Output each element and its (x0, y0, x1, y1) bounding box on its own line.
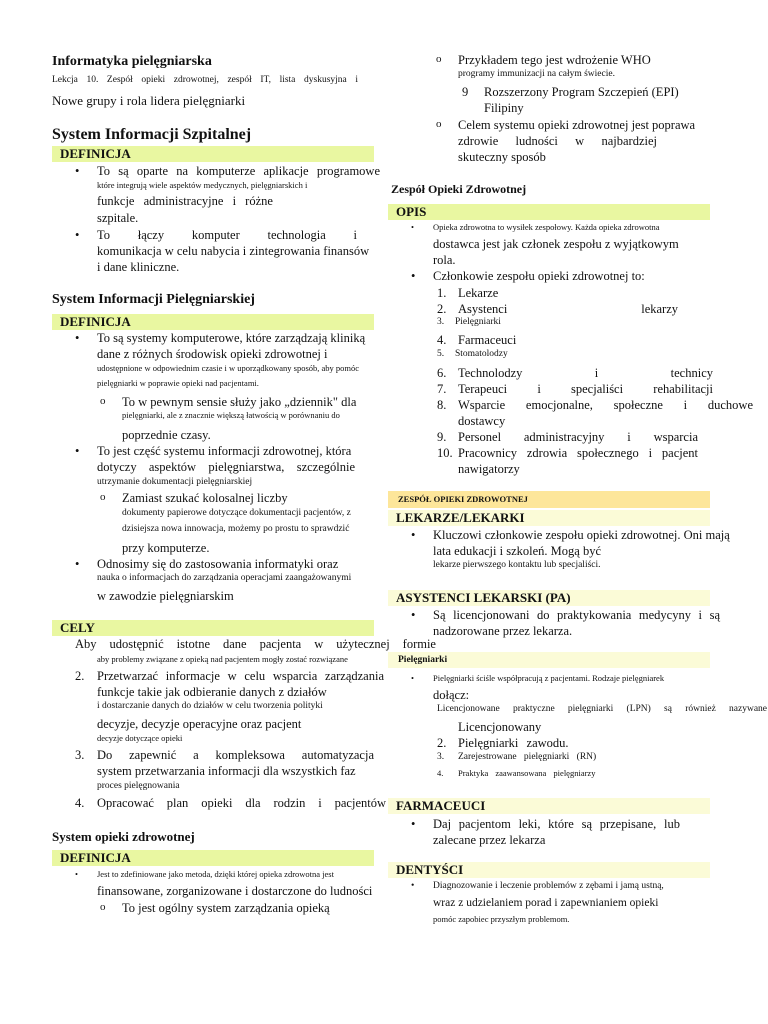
sub-bullet-text: skuteczny sposób (458, 150, 546, 164)
bar-label: DEFINICJA (60, 314, 131, 329)
bullet-text: nadzorowane przez lekarza. (433, 624, 573, 638)
bullet-text: • Jest to zdefiniowane jako metoda, dzięki której opieka zdrowotna jest (97, 869, 334, 879)
bar-label: ZESPÓŁ OPIEKI ZDROWOTNEJ (398, 494, 528, 504)
member-number: 1. (437, 286, 447, 300)
bar-label: DENTYŚCI (396, 862, 464, 877)
bullet-text: dane z różnych środowisk opieki zdrowotnej i (97, 347, 328, 361)
bullet-text: • Daj pacjentom leki, które są przepisane, lub (433, 817, 680, 832)
bullet-text: wraz z udzielaniem porad i zapewnianiem opieki (433, 897, 659, 909)
list-item: Zarejestrowane pielęgniarki (RN) (458, 752, 597, 762)
sub-bullet-text: programy immunizacji na całym świecie. (458, 69, 615, 79)
bullet-text: które integrują wiele aspektów medycznych, pielęgniarskich i (97, 180, 308, 190)
bullet-text: rola. (433, 253, 456, 267)
goal-item: decyzje dotyczące opieki (97, 733, 183, 743)
bullet-text: • Diagnozowanie i leczenie problemów z zębami i jamą ustną, (433, 881, 664, 891)
pharmacists-bar (388, 798, 710, 814)
bullet-text: pielęgniarki w poprawie opieki nad pacjentami. (97, 378, 259, 388)
goal-item: system przetwarzania informacji dla wszystkich faz (97, 764, 356, 778)
member-number: 2. (437, 302, 447, 316)
bullet-text: • Są licencjonowani do praktykowania medycyny i są (433, 608, 720, 623)
member-number: 8. (437, 398, 447, 412)
member-item: Stomatolodzy (455, 349, 508, 359)
section-heading-care-team: Zespół Opieki Zdrowotnej (391, 182, 527, 196)
sub-bullet-text: pielęgniarki, ale z znacznie większą łatwością w porównaniu do (122, 410, 340, 420)
member-item: dostawcy (458, 414, 506, 428)
section-heading-health-system: System opieki zdrowotnej (52, 829, 195, 844)
bar-label: Pielęgniarki (398, 655, 448, 665)
bullet-text: • To łączy komputer technologia i (97, 228, 357, 243)
bullet-text: • Pielęgniarki ściśle współpracują z pacjentami. Rodzaje pielęgniarek (433, 673, 664, 683)
sub-bullet-text: przy komputerze. (122, 541, 210, 555)
goal-number: 4. (75, 796, 85, 810)
sub-bullet-text: dokumenty papierowe dotyczące dokumentacji pacjentów, z (122, 508, 351, 518)
bullet-text: • Odnosimy się do zastosowania informatyki oraz (97, 557, 338, 572)
goal-item: proces pielęgnowania (97, 781, 180, 791)
goal-item: Przetwarzać informacje w celu wsparcia zarządzania (97, 669, 384, 683)
bullet-text: finansowane, zorganizowane i dostarczone do ludności (97, 884, 373, 898)
bullet-text: i dane kliniczne. (97, 260, 180, 274)
section-heading-sis: System Informacji Szpitalnej (52, 126, 252, 143)
bullet-text: w zawodzie pielęgniarskim (97, 589, 234, 603)
member-item: Asystenci lekarzy (458, 302, 678, 316)
bullet-text: • Członkowie zespołu opieki zdrowotnej to: (433, 269, 645, 284)
bar-label: DEFINICJA (60, 850, 131, 865)
bar-label: LEKARZE/LEKARKI (396, 510, 525, 525)
sub-bullet-text: dzisiejsza nowa innowacja, możemy po prostu to sprawdzić (122, 524, 350, 534)
member-number: 6. (437, 366, 447, 380)
lesson-subtitle: Nowe grupy i rola lidera pielęgniarki (52, 93, 246, 108)
member-number: 7. (437, 382, 447, 396)
member-item: Terapeuci i specjaliści rehabilitacji (458, 382, 713, 396)
sub-bullet-text: o To jest ogólny system zarządzania opieką (122, 901, 330, 916)
sub-bullet-text: zdrowie ludności w najbardziej (458, 134, 657, 148)
bullet-text: komunikacja w celu nabycia i zintegrowania finansów (97, 244, 370, 258)
member-item: Personel administracyjny i wsparcia (458, 430, 698, 444)
bullet-text: • To są oparte na komputerze aplikacje programowe (97, 164, 380, 179)
definition-bar (52, 850, 374, 866)
bullet-text: udostępnione w odpowiednim czasie i w uporządkowany sposób, aby pomóc (97, 363, 360, 373)
section-heading-sip: System Informacji Pielęgniarskiej (52, 292, 255, 307)
member-item: Technolodzy i technicy (458, 366, 713, 380)
member-number: 5. (437, 349, 445, 359)
list-item: Pielęgniarki zawodu. (458, 736, 569, 750)
list-number: 2. (437, 736, 447, 750)
member-item: Pracownicy zdrowia społecznego i pacjent (458, 446, 698, 460)
bullet-text: lekarze pierwszego kontaktu lub specjaliści. (433, 560, 601, 570)
goal-number: 3. (75, 748, 85, 762)
bullet-text: • To są systemy komputerowe, które zarządzają kliniką (97, 331, 365, 346)
bullet-text: zalecane przez lekarza (433, 833, 546, 847)
goals-bar (52, 620, 374, 636)
list-item: Rozszerzony Program Szczepień (EPI) (484, 85, 679, 99)
bar-label: ASYSTENCI LEKARSKI (PA) (396, 590, 571, 605)
member-number: 9. (437, 430, 447, 444)
goal-item: decyzje, decyzje operacyjne oraz pacjent (97, 717, 302, 731)
description-bar (388, 204, 710, 220)
definition-bar (52, 146, 374, 162)
definition-bar (52, 314, 374, 330)
bullet-text: dotyczy aspektów pielęgniarstwa, szczególnie (97, 460, 355, 474)
team-bar (388, 491, 710, 508)
bullet-text: utrzymanie dokumentacji pielęgniarskiej (97, 477, 253, 487)
member-number: 4. (437, 333, 447, 347)
goal-item: Aby udostępnić istotne dane pacjenta w użytecznej formie (75, 637, 436, 651)
document-title: Informatyka pielęgniarska (52, 54, 212, 69)
bullet-text: szpitale. (97, 211, 139, 225)
goal-item: Do zapewnić a kompleksowa automatyzacja (97, 748, 374, 762)
bullet-text: • Opieka zdrowotna to wysiłek zespołowy. Każda opieka zdrowotna (433, 222, 660, 232)
bar-label: DEFINICJA (60, 146, 131, 161)
bullet-text: • Kluczowi członkowie zespołu opieki zdrowotnej. Oni mają (433, 528, 730, 543)
bullet-text: dołącz: (433, 688, 470, 702)
list-number: 4. (437, 768, 444, 778)
list-item: Licencjonowane praktyczne pielęgniarki (LPN) są również nazywane (437, 704, 767, 714)
bullet-text: lata edukacji i szkoleń. Mogą być (433, 544, 601, 558)
sub-bullet-text: o Przykładem tego jest wdrożenie WHO (458, 53, 651, 68)
list-number: 9 (462, 85, 469, 99)
nurses-bar (388, 652, 710, 668)
bullet-text: funkcje administracyjne i różne (97, 194, 273, 208)
member-number: 3. (437, 317, 445, 327)
bullet-text: dostawca jest jak członek zespołu z wyjątkowym (433, 237, 679, 251)
bullet-text: • To jest część systemu informacji zdrowotnej, która (97, 444, 351, 459)
member-item: Farmaceuci (458, 333, 517, 347)
lesson-line: Lekcja 10. Zespół opieki zdrowotnej, zespół IT, lista dyskusyjna i (52, 75, 358, 85)
doctors-bar (388, 510, 710, 526)
sub-bullet-text: o Celem systemu opieki zdrowotnej jest poprawa (458, 118, 695, 133)
member-item: Wsparcie emocjonalne, społeczne i duchowe (458, 398, 753, 412)
bar-label: OPIS (396, 204, 427, 219)
list-item: Filipiny (484, 101, 524, 115)
member-item: Lekarze (458, 286, 499, 300)
bar-label: CELY (60, 620, 95, 635)
member-number: 10. (437, 446, 453, 460)
goal-item: i dostarczanie danych do działów w celu tworzenia polityki (97, 701, 323, 711)
goal-item: Opracować plan opieki dla rodzin i pacjentów (97, 796, 386, 810)
bar-label: FARMACEUCI (396, 798, 486, 813)
list-number: 3. (437, 752, 445, 762)
goal-item: funkcje takie jak odbieranie danych z działów (97, 685, 327, 699)
goal-item: aby problemy związane z opieką nad pacjentem mogły zostać rozwiązane (97, 654, 348, 664)
list-item: Licencjonowany (458, 720, 542, 734)
sub-bullet-text: o To w pewnym sensie służy jako „dziennik" dla (122, 395, 356, 410)
sub-bullet-text: poprzednie czasy. (122, 428, 211, 442)
pa-bar (388, 590, 710, 606)
member-item: nawigatorzy (458, 462, 520, 476)
sub-bullet-text: o Zamiast szukać kolosalnej liczby (122, 491, 288, 506)
bullet-text: nauka o informacjach do zarządzania operacjami zaangażowanymi (97, 573, 352, 583)
bullet-text: pomóc zapobiec przyszłym problemom. (433, 914, 570, 924)
member-item: Pielęgniarki (455, 317, 501, 327)
goal-number: 2. (75, 669, 85, 683)
dentists-bar (388, 862, 710, 878)
list-item: Praktyka zaawansowana pielęgniarzy (458, 768, 596, 778)
